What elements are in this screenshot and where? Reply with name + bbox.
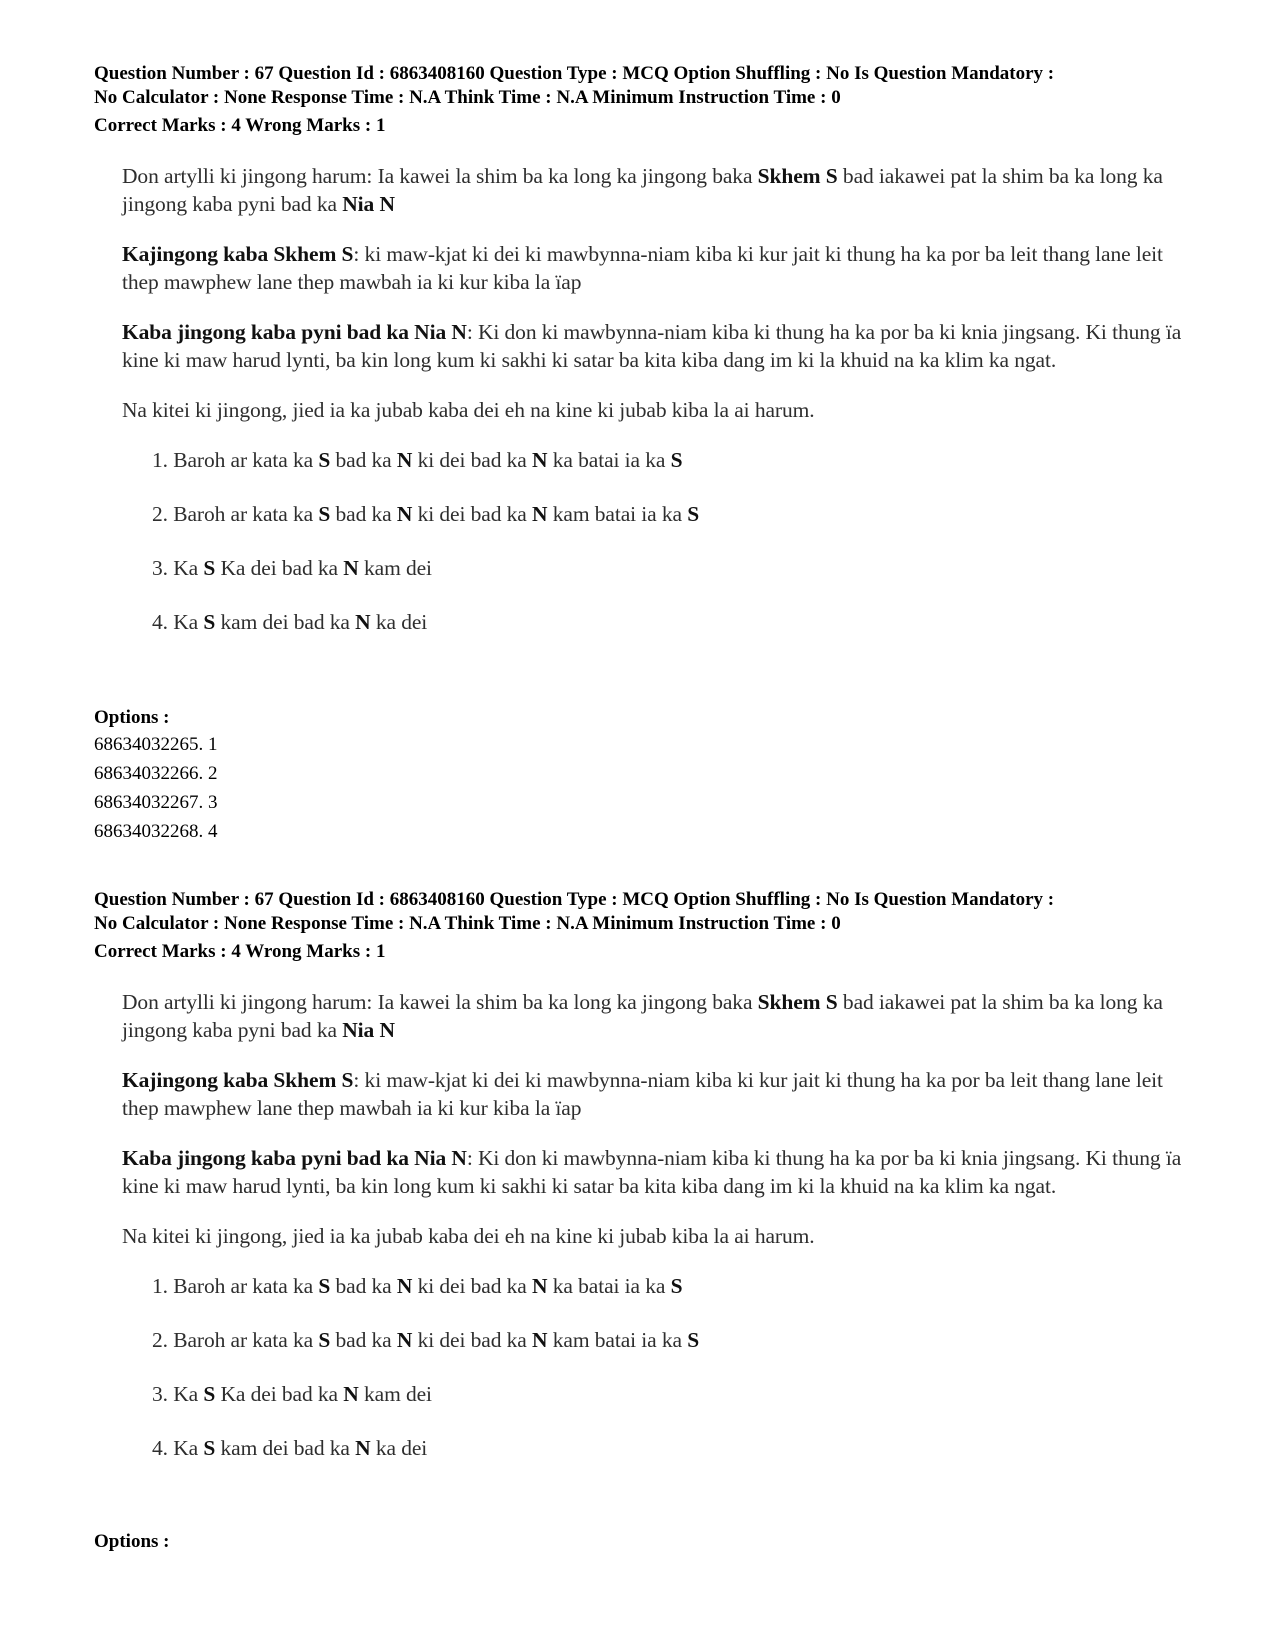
statement-n: Kaba jingong kaba pyni bad ka Nia N: Ki don ki mawbynna-niam kiba ki thung ha ka por ba ki knia jingsang. Ki thung ïa kine ki maw harud lynti, ba kin long kum ki sakhi ki satar ba kita kiba dang im ki la khuid na ka klim ka ngat. xyxy=(122,320,1182,372)
statement-s: Kajingong kaba Skhem S: ki maw-kjat ki dei ki mawbynna-niam kiba ki kur jait ki thung ha ka por ba leit thang lane leit thep mawphew lane thep mawbah ia ki kur kiba la ïap xyxy=(122,242,1163,294)
question-block-1 xyxy=(94,62,1204,662)
question-body xyxy=(122,162,1182,636)
question-meta-line-2: No Calculator : None Response Time : N.A Think Time : N.A Minimum Instruction Time : 0 xyxy=(94,913,841,934)
question-block-2 xyxy=(94,888,1204,1488)
question-marks: Correct Marks : 4 Wrong Marks : 1 xyxy=(94,115,386,136)
answer-choice-2: 2. Baroh ar kata ka S bad ka N ki dei bad ka N kam batai ia ka S xyxy=(152,502,700,526)
answer-choices xyxy=(152,446,1182,636)
answer-choices xyxy=(152,1272,1182,1462)
answer-choice-4: 4. Ka S kam dei bad ka N ka dei xyxy=(152,610,428,634)
question-meta-line-1: Question Number : 67 Question Id : 6863408160 Question Type : MCQ Option Shuffling : No Is Question Mandatory : xyxy=(94,63,1055,84)
question-meta-line-2: No Calculator : None Response Time : N.A Think Time : N.A Minimum Instruction Time : 0 xyxy=(94,87,841,108)
question-meta-line-1: Question Number : 67 Question Id : 6863408160 Question Type : MCQ Option Shuffling : No Is Question Mandatory : xyxy=(94,889,1055,910)
question-body xyxy=(122,988,1182,1462)
question-marks: Correct Marks : 4 Wrong Marks : 1 xyxy=(94,941,386,962)
options-block-2 xyxy=(94,1530,1204,1554)
question-prompt: Na kitei ki jingong, jied ia ka jubab kaba dei eh na kine ki jubab kiba la ai harum. xyxy=(122,1224,815,1248)
statement-n: Kaba jingong kaba pyni bad ka Nia N: Ki don ki mawbynna-niam kiba ki thung ha ka por ba ki knia jingsang. Ki thung ïa kine ki maw harud lynti, ba kin long kum ki sakhi ki satar ba kita kiba dang im ki la khuid na ka klim ka ngat. xyxy=(122,1146,1182,1198)
option-row: 68634032268. 4 xyxy=(94,821,218,842)
statement-s: Kajingong kaba Skhem S: ki maw-kjat ki dei ki mawbynna-niam kiba ki kur jait ki thung ha ka por ba leit thang lane leit thep mawphew lane thep mawbah ia ki kur kiba la ïap xyxy=(122,1068,1163,1120)
option-row: 68634032266. 2 xyxy=(94,763,218,784)
question-prompt: Na kitei ki jingong, jied ia ka jubab kaba dei eh na kine ki jubab kiba la ai harum. xyxy=(122,398,815,422)
question-intro: Don artylli ki jingong harum: Ia kawei la shim ba ka long ka jingong baka Skhem S bad iakawei pat la shim ba ka long ka jingong kaba pyni bad ka Nia N xyxy=(122,990,1163,1042)
option-row: 68634032267. 3 xyxy=(94,792,218,813)
answer-choice-1: 1. Baroh ar kata ka S bad ka N ki dei bad ka N ka batai ia ka S xyxy=(152,448,683,472)
options-block-1 xyxy=(94,706,1204,846)
answer-choice-1: 1. Baroh ar kata ka S bad ka N ki dei bad ka N ka batai ia ka S xyxy=(152,1274,683,1298)
answer-choice-3: 3. Ka S Ka dei bad ka N kam dei xyxy=(152,556,432,580)
question-intro: Don artylli ki jingong harum: Ia kawei la shim ba ka long ka jingong baka Skhem S bad iakawei pat la shim ba ka long ka jingong kaba pyni bad ka Nia N xyxy=(122,164,1163,216)
answer-choice-4: 4. Ka S kam dei bad ka N ka dei xyxy=(152,1436,428,1460)
answer-choice-2: 2. Baroh ar kata ka S bad ka N ki dei bad ka N kam batai ia ka S xyxy=(152,1328,700,1352)
answer-choice-3: 3. Ka S Ka dei bad ka N kam dei xyxy=(152,1382,432,1406)
options-heading: Options : xyxy=(94,1531,170,1552)
option-row: 68634032265. 1 xyxy=(94,734,218,755)
options-heading: Options : xyxy=(94,707,170,728)
